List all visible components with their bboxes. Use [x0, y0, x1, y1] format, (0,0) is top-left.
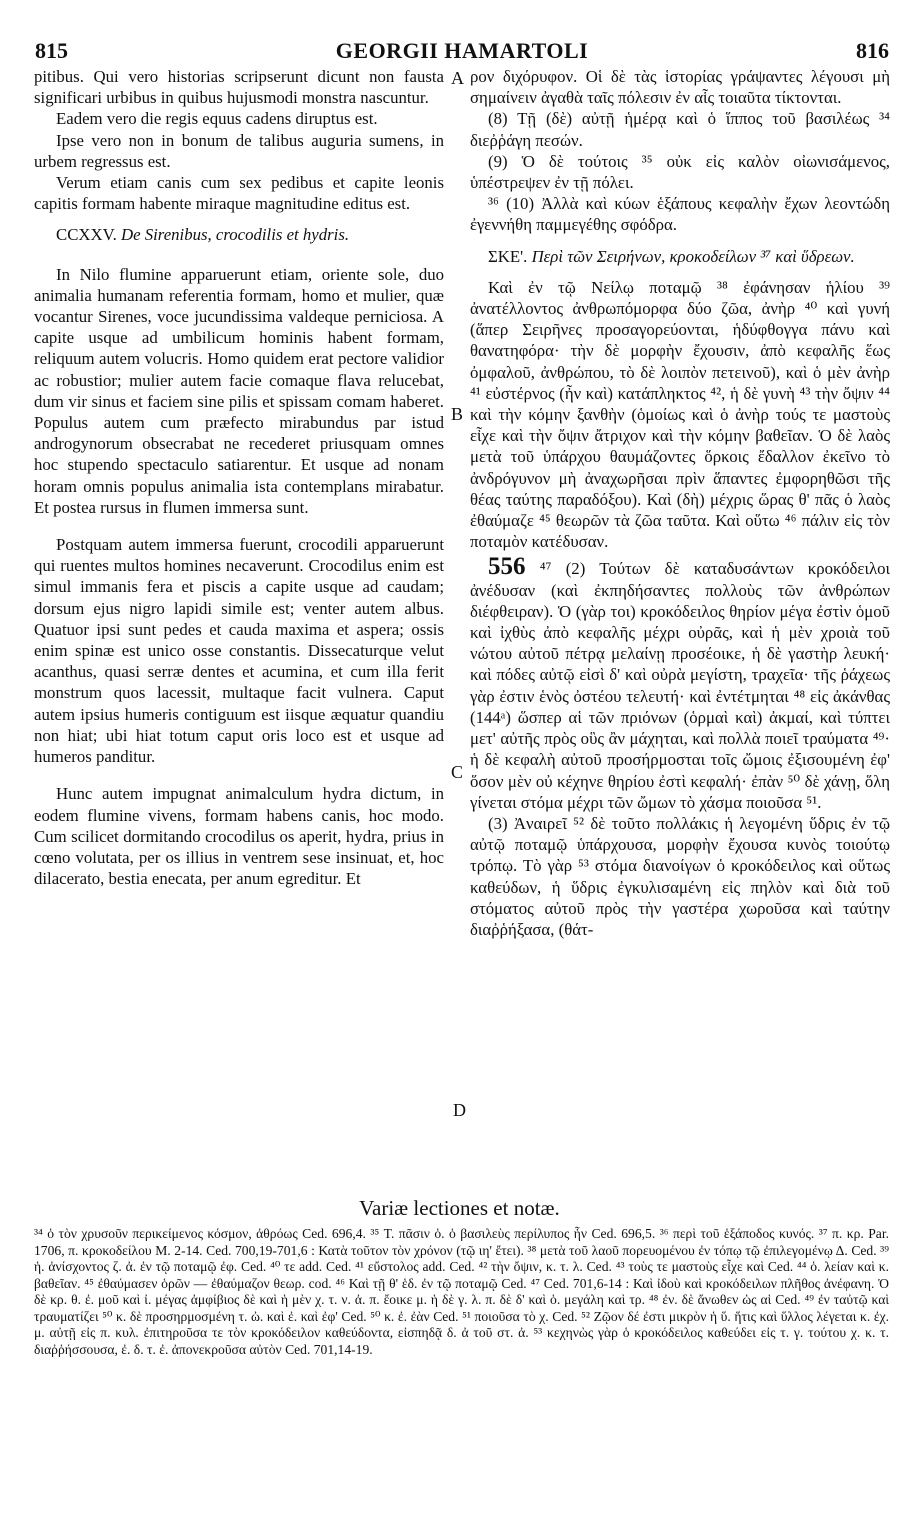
greek-paragraph-text: ⁴⁷ (2) Τούτων δὲ καταδυσάντων κροκόδειλοι ἀνέδυσαν (καὶ ἐκπηδήσαντες πολλοὺς τῶν ἀνθρώπων διέφθειραν). Ὁ (γὰρ τοι) κροκόδειλος θηρίον μέγα ἐστὶν ὁμοῦ καὶ ἰχθὺς ἀπὸ κεφαλῆς μέχρι οὐρᾶς, καὶ ἡ μὲν χροιὰ τοῦ νώτου αὐτοῦ πέτρᾳ μελαίνῃ προσέοικε, ἡ δὲ γαστὴρ λευκή· καὶ πόδες αὐτῷ εἰσὶ δ' καὶ οὐρὰ μεγίστη, τραχεῖα· τῆς ῥάχεως γὰρ ἐστιν ἑνὸς ὀστέου τελευτή· καὶ ἐντέτμηται ⁴⁸ εἰς ἀκάνθας (144ᵃ) ὥσπερ αἱ τῶν πριόνων (ὁρμαὶ καὶ) ἀκμαί, καὶ τύπτει μετ' αὐτῆς πρὸς οὓς ἂν μάχηται, καὶ πολλὰ ποιεῖ τραύματα ⁴⁹· ἡ δὲ κεφαλὴ αὐτοῦ προσήρμοσται τοῖς ὤμοις ἐξισουμένη ἐφ' ὅσον μὲν οὐ κέχηνε θηρίου ἐστὶ κεφαλή· ἐπὰν ⁵⁰ δὲ χάνῃ, ὅλη γίνεται στόμα μέχρι τῶν ὤμων τὸ χάσμα ποιοῦσα ⁵¹.	[470, 559, 890, 812]
page-number-right: 816	[856, 38, 889, 63]
latin-paragraph: Postquam autem immersa fuerunt, crocodili apparuerunt qui ruentes multos homines necaverunt. Crocodilus enim est simul immanis fera et piscis a capite usque ad caudam; dorsum ejus nigro lapidi simile est; venter autem albus. Quatuor ipsi sunt pedes et cauda maxima et aspera; ossis enim spinæ est unico osse constantis. Dissecaturque velut acanthus, quasi serræ dentes et acumina, et cum illa ferit monstrum quos lacessit, multaque facit vulnera. Caput autem ipsius humeris contiguum est iisque æquatur quandiu non hiat; ubi hiat totum caput oris loco est et usque ad humeros panditur.	[34, 535, 444, 767]
greek-paragraph: (9) Ὁ δὲ τούτοις ³⁵ οὐκ εἰς καλὸν οἰωνισάμενος, ὑπέστρεψεν ἐν τῇ πόλει.	[470, 151, 890, 193]
greek-column	[470, 66, 890, 940]
greek-paragraph: (3) Ἀναιρεῖ ⁵² δὲ τοῦτο πολλάκις ἡ λεγομένη ὕδρις ἐν τῷ αὐτῷ ποταμῷ ὑπάρχουσα, μορφὴν ἔχουσα κυνὸς τοιούτῳ τρόπῳ. Τὸ γὰρ ⁵³ στόμα διανοίγων ὁ κροκόδειλος καὶ οὕτως καθεύδων, ἡ ὕδρις ἐγκυλισαμένη εἰς πηλὸν καὶ διὰ τοῦ στόματος αὐτοῦ πρὸς τὴν γαστέρα χωροῦσα καὶ ταύτην διαῤῥήξασα, (θάτ-	[470, 813, 890, 939]
column-number-556: 556	[488, 553, 526, 581]
latin-section-number: CCXXV.	[56, 225, 117, 245]
greek-paragraph: ρον διχόρυφον. Οἱ δὲ τὰς ἱστορίας γράψαντες λέγουσι μὴ σημαίνειν ἀγαθὰ ταῖς πόλεσιν ἐν αἷς τοιαῦτα τίκτονται.	[470, 67, 890, 108]
page-header	[35, 38, 889, 68]
margin-letter-c: C	[451, 762, 464, 782]
page-number-left: 815	[35, 38, 68, 63]
greek-paragraph: Καὶ ἐν τῷ Νείλῳ ποταμῷ ³⁸ ἐφάνησαν ἡλίου ³⁹ ἀνατέλλοντος ἀνθρωπόμορφα δύο ζῶα, ἀνὴρ ⁴⁰ καὶ γυνή (ἅπερ Σειρῆνες προσαγορεύονται, ἡδύφθογγα πάνυ καὶ θανατηφόρα· τὴν δὲ μορφὴν ἔχουσιν, ἀπὸ κεφαλῆς ἕως ὀμφαλοῦ, ἀνθρώπου, τὸ δὲ λοιπὸν πετεινοῦ), καὶ ὁ μὲν ἀνὴρ ⁴¹ εὐστέρνος (ἦν καὶ) κατάπληκτος ⁴², ἡ δὲ γυνὴ ⁴³ τὴν ὄψιν ⁴⁴ καὶ τὴν κόμην ξανθὴν (ὁμοίως καὶ ὁ ἀνὴρ τούς τε μαστοὺς εἶχε καὶ τὴν ὄψιν ἄτριχον καὶ τὴν κόμην βαθεῖαν. Ὁ δὲ λαὸς μετὰ τοῦ ὑπάρχου θαυμάζοντες ὅρκοις ἔδαλλον ἐκεῖνο τὸ ἀνδρόγυνον μὴ ἀναχωρῆσαι πρὶν ἅπαντες ἐμφορηθῶσι τῆς θέας ταύτης παραδόξου). Καὶ (δὴ) μέχρις ὥρας θ' πᾶς ὁ λαὸς ἐθαύμαζε ⁴⁵ θεωρῶν τὰ ζῶα ταῦτα. Καὶ οὕτω ⁴⁶ πάλιν εἰς τὸν ποταμὸν κατέδυσαν.	[470, 277, 890, 552]
latin-paragraph: pitibus. Qui vero historias scripserunt dicunt non fausta significari urbibus in quibus hujusmodi monstra nascuntur.	[34, 67, 444, 108]
latin-paragraph: Ipse vero non in bonum de talibus auguria sumens, in urbem regressus est.	[34, 130, 444, 171]
margin-letter-b: B	[451, 404, 464, 424]
latin-paragraph: Hunc autem impugnat animalculum hydra dictum, in eodem flumine vivens, formam habens canis, hoc modo. Cum scilicet dormitando crocodilus os aperit, hydra, prius in cœno volutata, per os illius in ventrem sese insinuat, et, hoc dilacerato, bestia enecata, per anum egreditur. Et	[34, 784, 444, 889]
greek-section-title	[470, 246, 890, 267]
footnotes	[34, 1226, 889, 1358]
latin-section-heading: De Sirenibus, crocodilis et hydris.	[120, 225, 350, 245]
latin-paragraph: In Nilo flumine apparuerunt etiam, oriente sole, duo animalia humanam referentia formam, homo et mulier, quæ vocantur Sirenes, voce jucundissima valdeque perniciosa. A capite usque ad umbilicum hominis habent formam, reliquum autem volucris. Homo quidem erat pectore validior ac robustior; mulier autem facie comaque flava relucebat, dum vir sinus et faciem sine pilis et spissam comam haberet. Populus autem cum præfecto mirabundus par istud androgynorum obsecrabat ne recederet priusquam omnes hoc stupendo spectaculo satiarentur. Et usque ad nonam horam omnis populus animalia ista contemplans mirabatur. Et postea rursus in flumen immersa sunt.	[34, 264, 444, 517]
running-title: GEORGII HAMARTOLI	[335, 38, 589, 63]
latin-paragraph: Eadem vero die regis equus cadens diruptus est.	[56, 109, 378, 129]
footnotes-text: ³⁴ ὁ τὸν χρυσοῦν περικείμενος κόσμον, ἀθρόως Ced. 696,4. ³⁵ Τ. πᾶσιν ὁ. ὁ βασιλεὺς περίλυπος ἦν Ced. 696,5. ³⁶ περὶ τοῦ ἑξάποδος κυνός. ³⁷ π. κρ. Par. 1706, π. κροκοδείλου M. 2-14. Ced. 700,19-701,6 : Κατὰ τοῦτον τὸν χρόνον (τῷ ιη' ἔτει). ³⁸ μετὰ τοῦ λαοῦ πορευομένου ἐν τόπῳ τῷ ἐπιλεγομένῳ Δ. Ced. ³⁹ ἡ. ἀνίσχοντος ζ. ἀ. ἐν τῷ ποταμῷ ἐφ. Ced. ⁴⁰ τε add. Ced. ⁴¹ εὔστολος add. Ced. ⁴² τὴν ὄψιν, κ. τ. λ. Ced. ⁴³ τοὺς τε μαστοὺς εἶχε καὶ Ced. ⁴⁴ ὁ. λείαν καὶ κ. βαθεῖαν. ⁴⁵ ἐθαύμασεν ὁρῶν — ἐθαύμαζον θεωρ. cod. ⁴⁶ Καὶ τῇ θ' ἑδ. ἐν τῷ ποταμῷ Ced. ⁴⁷ Ced. 701,6-14 : Καὶ ἰδοὺ καὶ κροκόδειλων πλῆθος ἀνέφανη. Ὁ δὲ κρ. θ. ἐ. μοῦ καὶ ἰ. μέγας ἀμφίβιος δὲ καὶ ἡ μὲν χ. τ. ν. ἀ. π. ἔοικε μ. ἡ δὲ γ. λ. π. δὲ δ' καὶ ὁ. μεγάλη καὶ τρ. ⁴⁸ ἐν. δὲ ἄνωθεν ὡς αἱ Ced. ⁴⁹ ἐν ταὐτῷ καὶ τραυματίζει ⁵⁰ κ. δὲ προσηρμοσμένη τ. ὠ. καὶ ἐ. καὶ ἐφ' Ced. ⁵⁰ κ. ἐ. ἐὰν Ced. ⁵¹ ποιοῦσα τὸ χ. Ced. ⁵² Ζῷον δέ ἐστι μικρὸν ἡ ὕ. ἥτις καὶ ὕλλος λέγεται κ. ἐχ. μ. αὐτῇ εἰς π. κυλ. ἐπιτηροῦσα τε τὸν κροκόδειλον καθεύδοντα, εἰσπηδᾷ δ. ἀ τοῦ στ. ἀ. ⁵³ κεχηνὼς γὰρ ὁ κροκόδειλος καθεύδει εἰς τ. γ. τούτου χ. κ. τ. διαῤῥήσσουσα, ἐ. δ. τ. ἐ. ἀπονεκροῦσα αὐτὸν Ced. 701,14-19.	[34, 1226, 889, 1357]
latin-column	[34, 66, 444, 889]
latin-paragraph: Verum etiam canis cum sex pedibus et capite leonis capitis formam habente miraque magnitudine editus est.	[34, 173, 444, 214]
greek-paragraph	[470, 553, 890, 812]
greek-paragraph: ³⁶ (10) Ἀλλὰ καὶ κύων ἑξάπους κεφαλὴν ἔχων λεοντώδη ἐγεννήθη παμμεγέθης σφόδρα.	[470, 194, 890, 235]
greek-section-number: ΣΚΕ'.	[488, 246, 528, 266]
greek-section-heading: Περὶ τῶν Σειρήνων, κροκοδείλων ³⁷ καὶ ὕδρεων.	[531, 246, 855, 266]
notes-title: Variæ lectiones et notæ.	[359, 1196, 560, 1220]
margin-letter-d: D	[453, 1100, 466, 1120]
greek-paragraph: (8) Τῇ (δὲ) αὐτῇ ἡμέρᾳ καὶ ὁ ἵππος τοῦ βασιλέως ³⁴ διεῤῥάγη πεσών.	[470, 109, 890, 150]
margin-letter-a: A	[451, 68, 464, 88]
latin-section-title	[34, 224, 444, 245]
